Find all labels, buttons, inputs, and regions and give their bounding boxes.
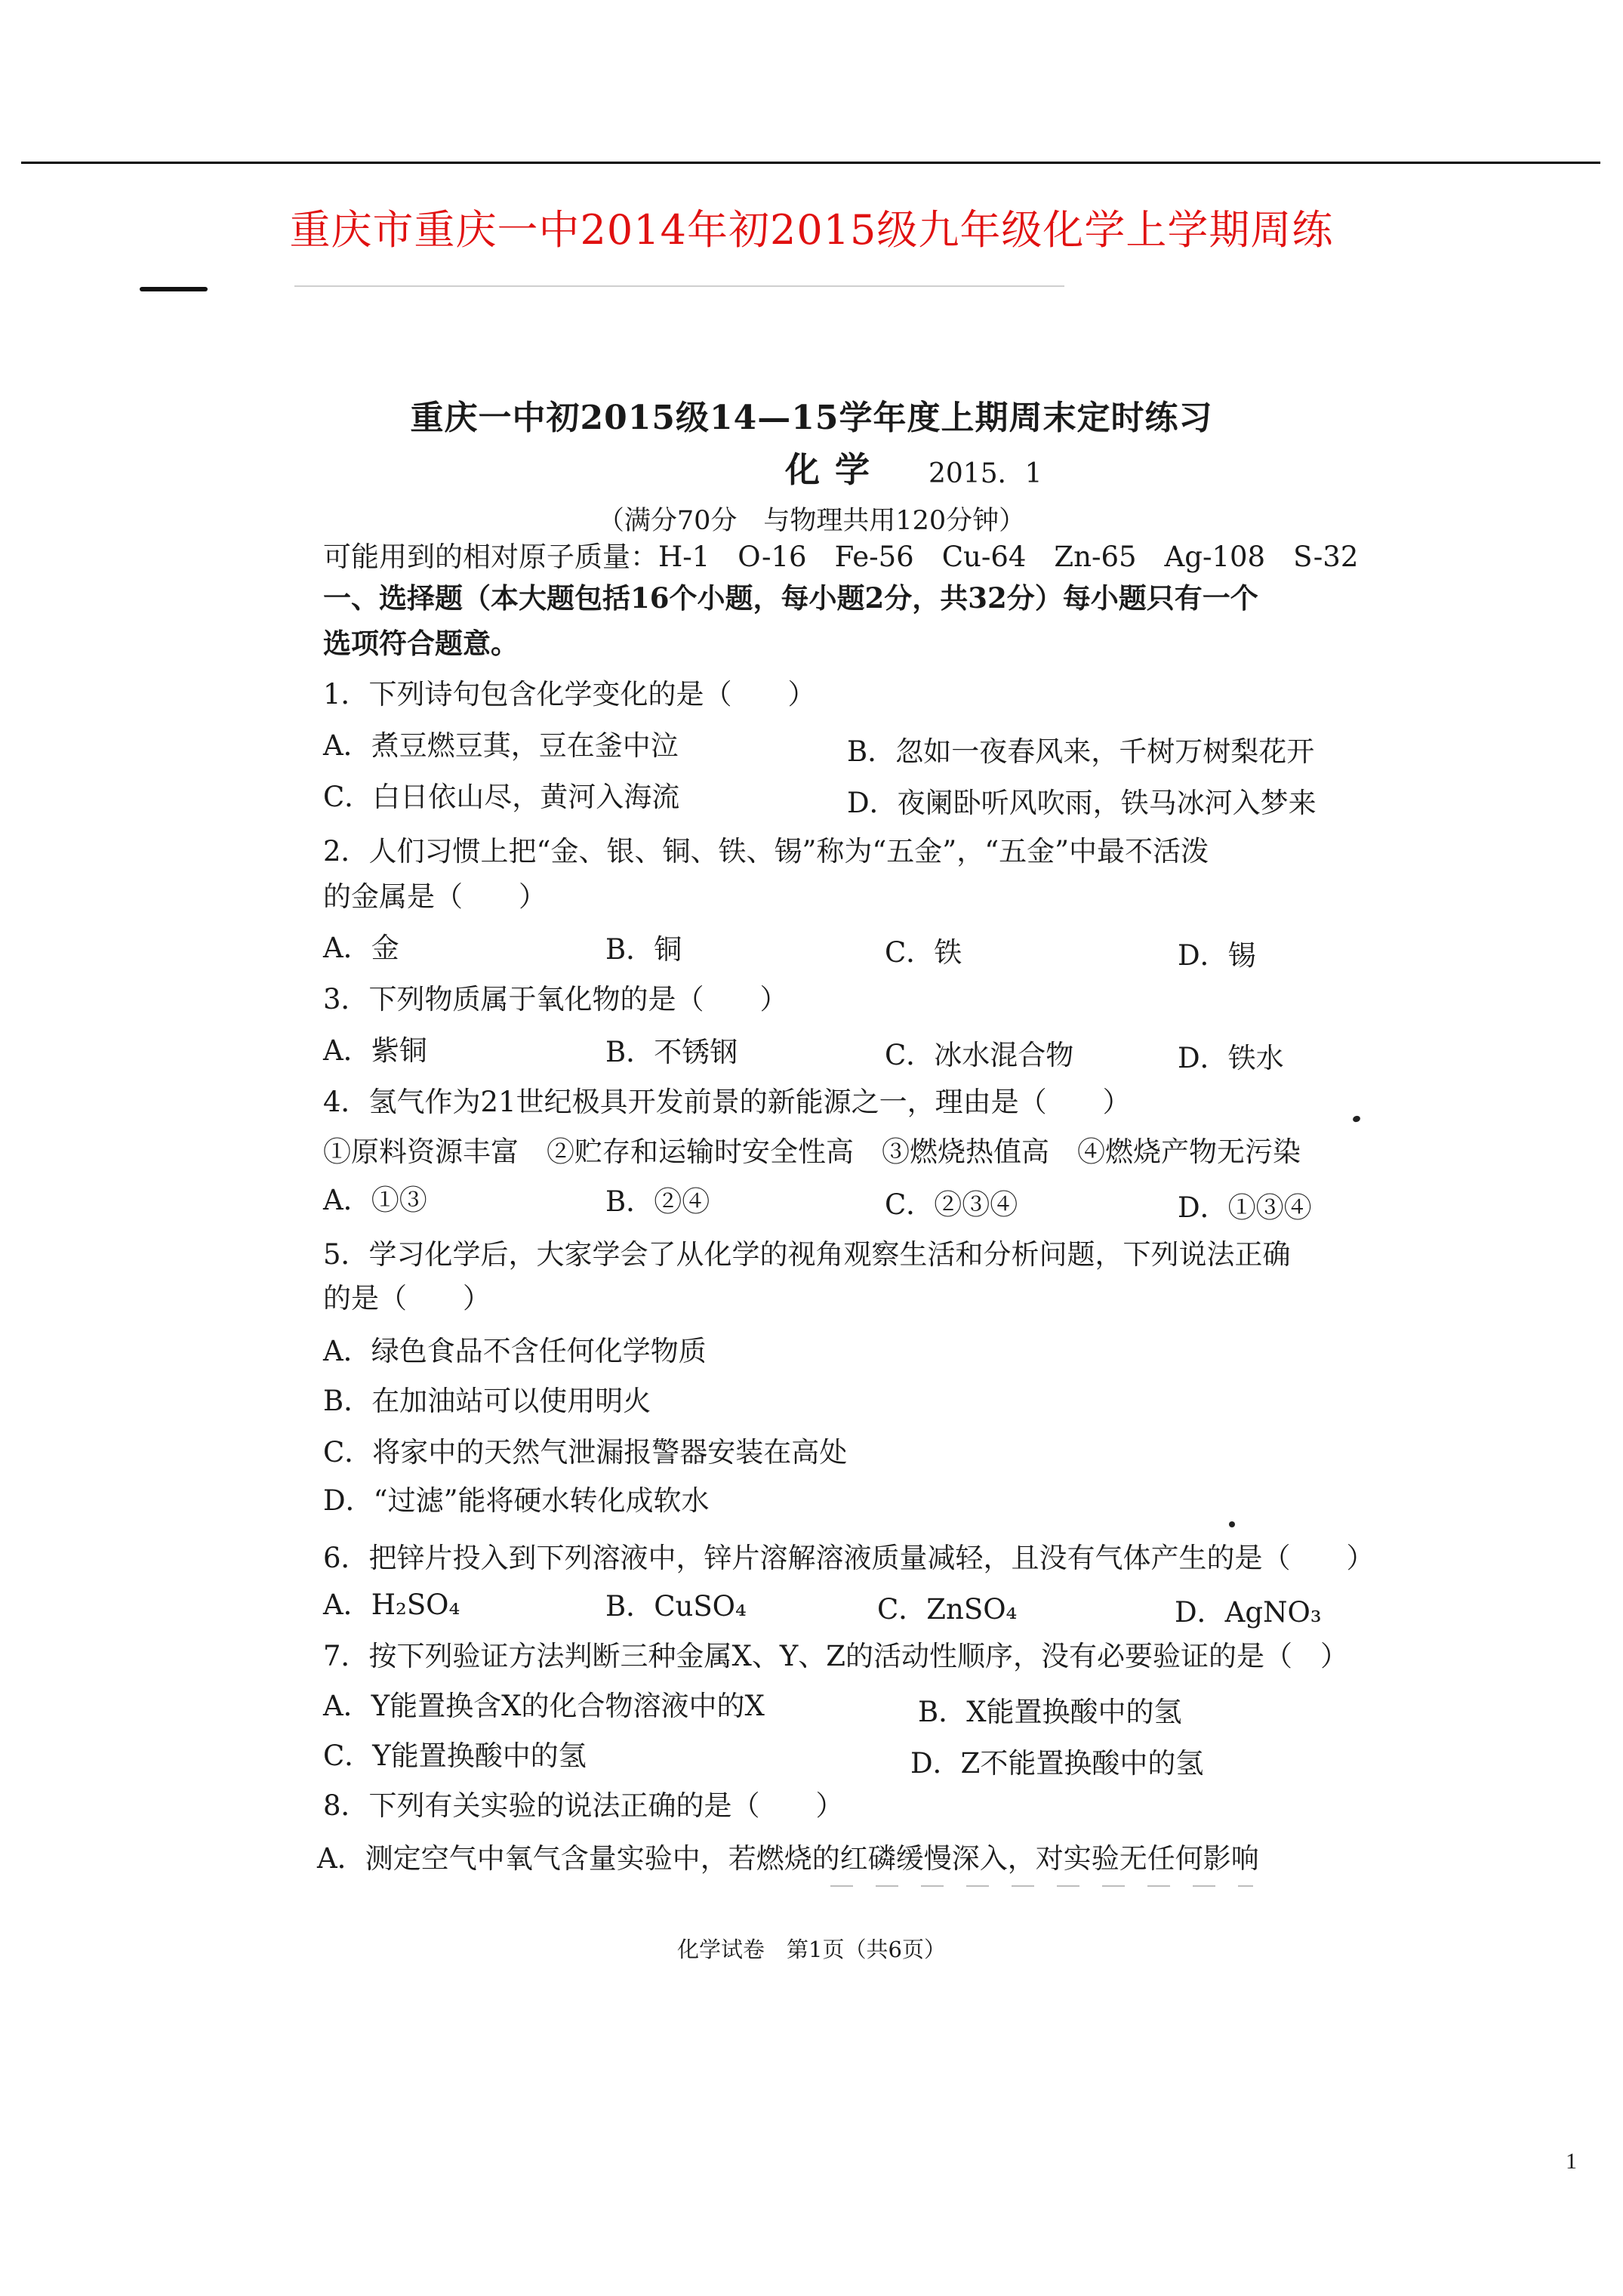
question-2-option-d: D．锡 [1178, 939, 1256, 972]
question-2-stem: 2．人们习惯上把“金、银、铜、铁、锡”称为“五金”，“五金”中最不活泼 [323, 835, 1209, 868]
question-4-option-d: D．①③④ [1178, 1191, 1312, 1224]
question-8-option-a: A．测定空气中氧气含量实验中，若燃烧的红磷缓慢深入，对实验无任何影响 [317, 1842, 1259, 1875]
top-rule [21, 162, 1600, 164]
question-1-option-d: D．夜阑卧听风吹雨，铁马冰河入梦来 [847, 787, 1317, 819]
question-3-option-b: B．不锈钢 [605, 1036, 738, 1068]
question-2-stem-cont: 的金属是（ ） [323, 880, 547, 913]
scan-mark [140, 287, 208, 291]
question-3-stem: 3．下列物质属于氧化物的是（ ） [323, 983, 788, 1015]
question-7-stem: 7．按下列验证方法判断三种金属X、Y、Z的活动性顺序，没有必要验证的是（ ） [323, 1640, 1349, 1672]
question-4-option-c: C．②③④ [885, 1188, 1018, 1221]
atomic-masses: 可能用到的相对原子质量：H-1 O-16 Fe-56 Cu-64 Zn-65 Ag-108 S-32 [323, 541, 1359, 573]
question-5-option-a: A．绿色食品不含任何化学物质 [323, 1335, 707, 1367]
exam-date: 2015．1 [929, 458, 1042, 489]
question-5-option-c: C．将家中的天然气泄漏报警器安装在高处 [323, 1436, 848, 1469]
question-5-stem-cont: 的是（ ） [323, 1282, 491, 1314]
question-6-option-a: A．H₂SO₄ [323, 1589, 460, 1621]
scan-line [294, 285, 1064, 287]
document-title: 重庆市重庆一中2014年初2015级九年级化学上学期周练 [289, 206, 1334, 254]
question-1-option-c: C．白日依山尽，黄河入海流 [323, 781, 680, 813]
question-2-option-c: C．铁 [885, 936, 962, 969]
question-3-option-c: C．冰水混合物 [885, 1039, 1074, 1071]
question-5-option-d: D．“过滤”能将硬水转化成软水 [323, 1484, 710, 1517]
question-4-option-b: B．②④ [605, 1185, 710, 1218]
question-5-stem: 5．学习化学后，大家学会了从化学的视角观察生活和分析问题，下列说法正确 [323, 1238, 1291, 1271]
question-6-option-c: C．ZnSO₄ [877, 1593, 1018, 1626]
question-6-stem: 6．把锌片投入到下列溶液中，锌片溶解溶液质量减轻，且没有气体产生的是（ ） [323, 1542, 1375, 1574]
question-3-option-d: D．铁水 [1178, 1042, 1284, 1074]
question-4-stem: 4．氢气作为21世纪极具开发前景的新能源之一，理由是（ ） [323, 1086, 1131, 1118]
question-1-option-a: A．煮豆燃豆萁，豆在釜中泣 [323, 729, 679, 762]
exam-subject: 化学 [785, 449, 885, 490]
question-8-stem: 8．下列有关实验的说法正确的是（ ） [323, 1789, 844, 1822]
question-1-stem: 1．下列诗句包含化学变化的是（ ） [323, 678, 816, 710]
scan-speck [1229, 1521, 1235, 1527]
scan-dash [830, 1885, 1253, 1887]
question-3-option-a: A．紫铜 [323, 1034, 427, 1067]
section-heading-cont: 选项符合题意。 [323, 627, 519, 660]
exam-title: 重庆一中初2015级14—15学年度上期周末定时练习 [410, 399, 1213, 437]
page-footer: 化学试卷 第1页（共6页） [677, 1937, 946, 1962]
question-4-statements: ①原料资源丰富 ②贮存和运输时安全性高 ③燃烧热值高 ④燃烧产物无污染 [323, 1136, 1301, 1168]
exam-note: （满分70分 与物理共用120分钟） [597, 506, 1026, 536]
question-6-option-d: D．AgNO₃ [1175, 1596, 1322, 1629]
question-6-option-b: B．CuSO₄ [605, 1590, 747, 1623]
scan-speck [1352, 1115, 1361, 1123]
question-7-option-b: B．X能置换酸中的氢 [918, 1696, 1182, 1728]
question-7-option-d: D．Z不能置换酸中的氢 [910, 1747, 1204, 1780]
section-heading: 一、选择题（本大题包括16个小题，每小题2分，共32分）每小题只有一个 [323, 581, 1258, 615]
question-4-option-a: A．①③ [323, 1184, 427, 1216]
page-number: 1 [1566, 2149, 1577, 2174]
question-7-option-a: A．Y能置换含X的化合物溶液中的X [323, 1690, 765, 1722]
question-7-option-c: C．Y能置换酸中的氢 [323, 1740, 587, 1772]
question-2-option-a: A．金 [323, 932, 399, 964]
question-1-option-b: B．忽如一夜春风来，千树万树梨花开 [847, 735, 1315, 768]
question-2-option-b: B．铜 [605, 933, 682, 966]
question-5-option-b: B．在加油站可以使用明火 [323, 1385, 651, 1417]
